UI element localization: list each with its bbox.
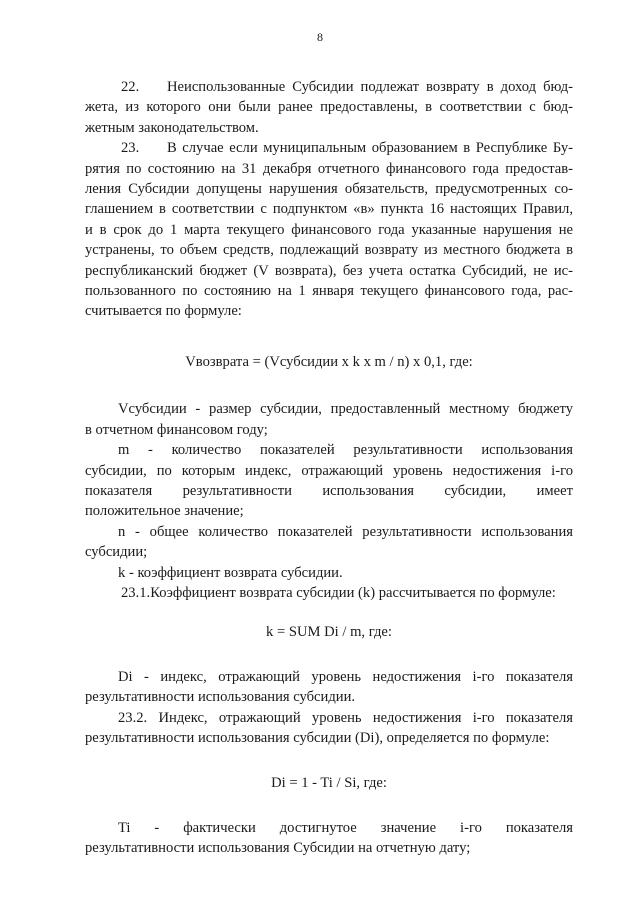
- paragraph-23-line-8: пользованного по состоянию на 1 января текущего финансового года, рас-: [85, 283, 573, 300]
- definition-m-line-1: m - количество показателей результативности использования: [118, 442, 573, 459]
- definition-ti-line-1: Ti - фактически достигнутое значение i-го показателя: [118, 819, 573, 836]
- paragraph-23-number: 23.: [121, 140, 140, 157]
- paragraph-23-2-line-1: 23.2. Индекс, отражающий уровень недостижения i-го показателя: [118, 709, 573, 726]
- paragraph-23-line-9: считывается по формуле:: [85, 303, 242, 320]
- paragraph-22-text-1: Неиспользованные Субсидии подлежат возврату в доход бюд-: [167, 79, 573, 95]
- paragraph-23-line-6: устранены, то объем средств, подлежащий возврату из местного бюджета в: [85, 242, 573, 259]
- definition-m-line-2: субсидии, по которым индекс, отражающий уровень недостижения i-го: [85, 462, 573, 479]
- paragraph-23-line-5: и в срок до 1 марта текущего финансового года указанные нарушения не: [85, 221, 573, 238]
- paragraph-23-line-1: [85, 138, 573, 158]
- paragraph-23-line-4: глашением в соответствии с подпунктом «в» пункта 16 настоящих Правил,: [85, 201, 573, 218]
- paragraph-22-line-1: [85, 77, 573, 97]
- paragraph-22-number: 22.: [121, 79, 140, 95]
- paragraph-23-line-2: рятия по состоянию на 31 декабря отчетного финансового года предостав-: [85, 160, 573, 177]
- formula-di: Di = 1 - Ti / Si, где:: [271, 775, 387, 792]
- paragraph-23-2-line-2: результативности использования субсидии (Di), определяется по формуле:: [85, 729, 550, 746]
- definition-n-line-1: n - общее количество показателей результативности использования: [118, 523, 573, 540]
- definition-di-line-2: результативности использования субсидии.: [85, 689, 356, 706]
- page-number: 8: [317, 30, 323, 44]
- paragraph-23-line-7: республиканский бюджет (V возврата), без учета остатка Субсидий, не ис-: [85, 262, 573, 279]
- paragraph-22-line-3: жетным законодательством.: [85, 119, 259, 136]
- formula-k: k = SUM Di / m, где:: [266, 624, 392, 641]
- definition-v-subsidy-line-2: в отчетном финансовом году;: [85, 421, 268, 438]
- definition-m-line-4: положительное значение;: [85, 503, 244, 520]
- definition-ti-line-2: результативности использования Субсидии на отчетную дату;: [85, 840, 471, 857]
- formula-v-return: Vвозврата = (Vсубсидии x k x m / n) x 0,1, где:: [185, 353, 473, 370]
- paragraph-23-text-1: В случае если муниципальным образованием в Республике Бу-: [167, 140, 573, 157]
- paragraph-22-line-2: жета, из которого они были ранее предоставлены, в соответствии с бюд-: [85, 99, 573, 116]
- definition-m-line-3: показателя результативности использования субсидии, имеет: [85, 482, 573, 499]
- definition-k: k - коэффициент возврата субсидии.: [118, 564, 343, 581]
- paragraph-23-line-3: ления Субсидии допущены нарушения обязательств, предусмотренных со-: [85, 181, 573, 198]
- definition-n-line-2: субсидии;: [85, 544, 148, 561]
- document-body: [85, 77, 573, 859]
- definition-di-line-1: Di - индекс, отражающий уровень недостижения i-го показателя: [118, 668, 573, 685]
- paragraph-23-1: 23.1.Коэффициент возврата субсидии (k) рассчитывается по формуле:: [121, 584, 556, 601]
- definition-v-subsidy-line-1: Vсубсидии - размер субсидии, предоставленный местному бюджету: [118, 401, 573, 418]
